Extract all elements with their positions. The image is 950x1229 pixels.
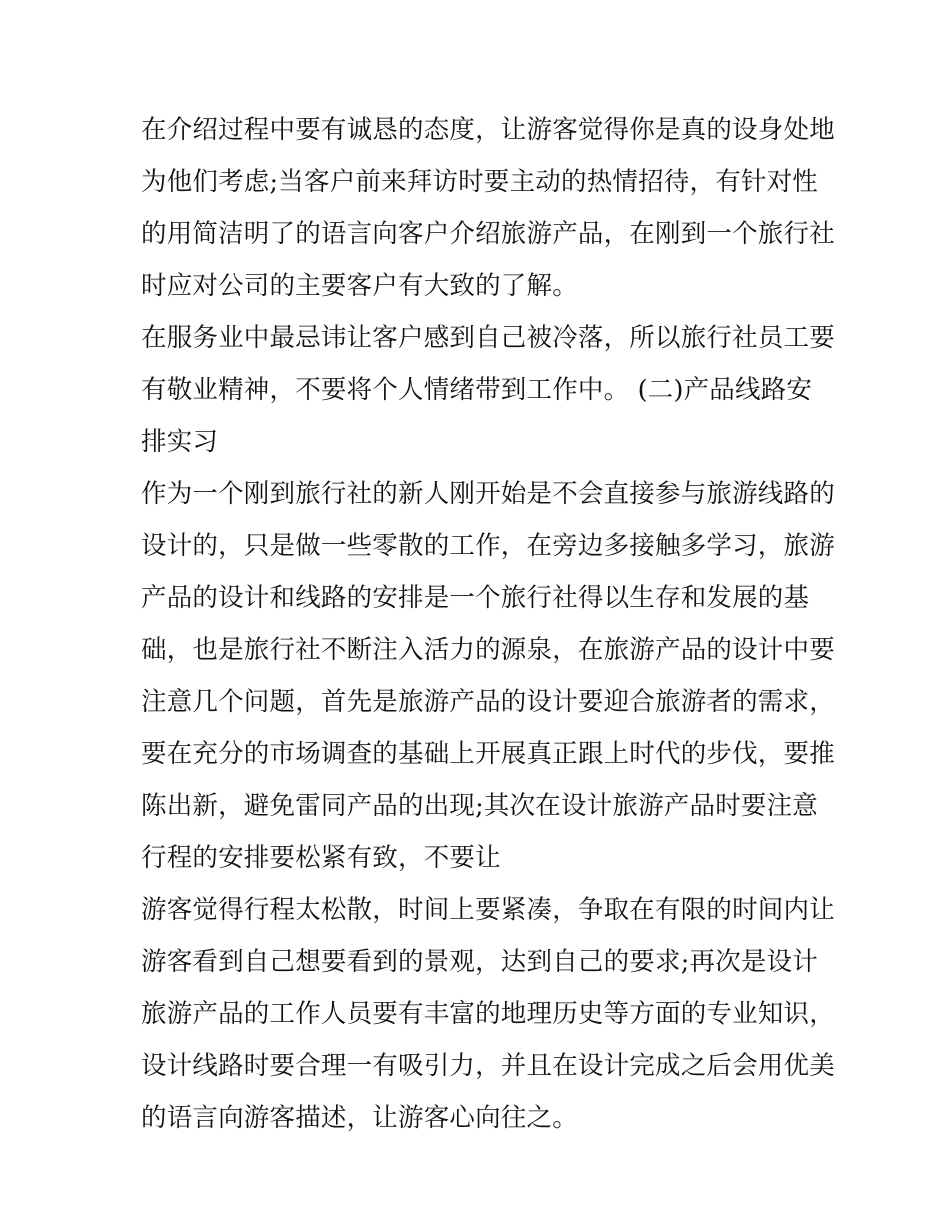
text-line: 有敬业精神，不要将个人情绪带到工作中。 (二)产品线路安 [141, 375, 813, 405]
text-line: 产品的设计和线路的安排是一个旅行社得以生存和发展的基 [141, 583, 810, 613]
text-line: 注意几个问题，首先是旅游产品的设计要迎合旅游者的需求， [141, 687, 835, 717]
text-line: 时应对公司的主要客户有大致的了解。 [141, 271, 578, 301]
text-line: 的语言向游客描述，让游客心向往之。 [141, 1103, 578, 1133]
text-line: 游客觉得行程太松散，时间上要紧凑，争取在有限的时间内让 [141, 895, 835, 925]
text-line: 在服务业中最忌讳让客户感到自己被冷落，所以旅行社员工要 [141, 323, 835, 353]
text-line: 在介绍过程中要有诚恳的态度，让游客觉得你是真的设身处地 [141, 115, 835, 145]
text-line: 旅游产品的工作人员要有丰富的地理历史等方面的专业知识， [141, 999, 835, 1029]
text-line: 要在充分的市场调查的基础上开展真正跟上时代的步伐，要推 [141, 739, 835, 769]
text-line: 的用简洁明了的语言向客户介绍旅游产品，在刚到一个旅行社 [141, 219, 835, 249]
text-line: 设计线路时要合理一有吸引力，并且在设计完成之后会用优美 [141, 1051, 835, 1081]
text-line: 础，也是旅行社不断注入活力的源泉，在旅游产品的设计中要 [141, 635, 835, 665]
text-line: 游客看到自己想要看到的景观，达到自己的要求;再次是设计 [141, 947, 818, 977]
text-line: 行程的安排要松紧有致，不要让 [141, 843, 501, 873]
text-line: 作为一个刚到旅行社的新人刚开始是不会直接参与旅游线路的 [141, 479, 835, 509]
text-line: 为他们考虑;当客户前来拜访时要主动的热情招待，有针对性 [141, 167, 818, 197]
text-line: 排实习 [141, 427, 219, 457]
text-line: 设计的，只是做一些零散的工作，在旁边多接触多学习，旅游 [141, 531, 835, 561]
text-line: 陈出新，避免雷同产品的出现;其次在设计旅游产品时要注意 [141, 791, 818, 821]
